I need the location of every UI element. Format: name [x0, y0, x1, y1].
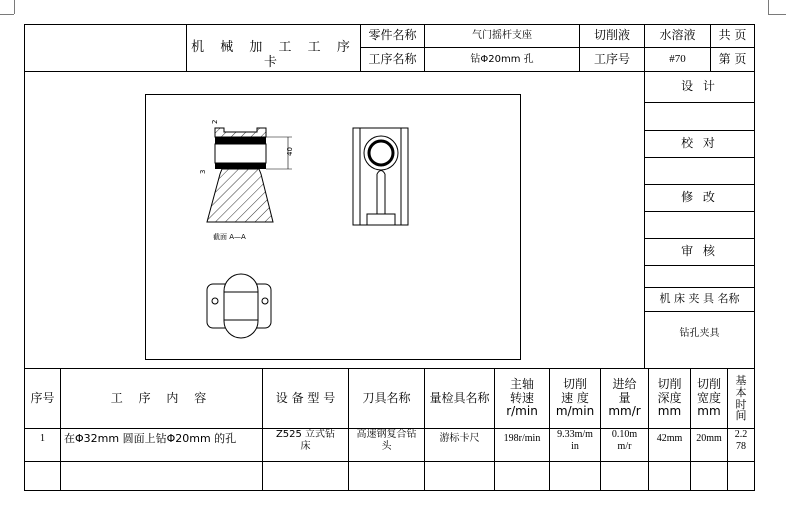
col-header-seq: 序号 [30, 390, 55, 405]
crop-mark-top-right-v [768, 0, 769, 14]
crop-mark-top-right-h [768, 14, 786, 15]
process-name-value: 钻Φ20mm 孔 [470, 53, 534, 65]
design-label: 设 计 [681, 79, 718, 94]
row1-tool: 高速钢复合钻 头 [356, 429, 417, 452]
section-label: 截面 A—A [213, 233, 246, 241]
col-header-feed: 进给 量 mm/r [608, 376, 641, 419]
row1-basic-time: 2.2 78 [734, 429, 748, 452]
col-header-width: 切削 宽度 mm [696, 376, 721, 419]
process-name-label: 工序名称 [368, 51, 417, 66]
row1-equipment: Z525 立式钻 床 [275, 429, 336, 452]
col-header-basic-time: 基 本 时 间 [735, 374, 747, 423]
col-header-depth: 切削 深度 mm [657, 376, 682, 419]
row1-depth: 42mm [656, 433, 683, 445]
row1-content: 在Φ32mm 圆面上钻Φ20mm 的孔 [64, 431, 237, 445]
svg-text:3: 3 [199, 169, 207, 174]
col-header-tool: 刀具名称 [362, 390, 411, 405]
row1-width: 20mm [696, 433, 722, 445]
drawing-frame [146, 95, 521, 360]
row1-feed: 0.10m m/r [611, 429, 638, 452]
col-header-spindle-speed: 主轴 转速 r/min [506, 376, 538, 419]
svg-text:40: 40 [286, 147, 294, 156]
row1-cutting-speed: 9.33m/m in [557, 429, 593, 452]
process-no-label: 工序号 [593, 51, 630, 66]
svg-text:2: 2 [211, 119, 219, 124]
part-drawing [145, 94, 521, 360]
revise-label: 修 改 [681, 190, 718, 205]
col-header-content: 工 序 内 容 [110, 390, 213, 405]
row1-gauge: 游标卡尺 [439, 433, 480, 445]
coolant-value: 水溶液 [659, 28, 696, 43]
fixture-name-label: 机 床 夹 具 名称 [659, 292, 740, 306]
crop-mark-top-left-v [14, 0, 15, 14]
row1-seq: 1 [40, 433, 45, 445]
col-header-equipment: 设 备 型 号 [275, 390, 336, 405]
part-name-value: 气门摇杆支座 [472, 30, 532, 42]
col-header-gauge: 量检具名称 [429, 390, 490, 405]
page-no-label: 第 页 [718, 51, 747, 66]
part-name-label: 零件名称 [368, 28, 417, 43]
review-label: 审 核 [681, 244, 718, 259]
col-header-cutting-speed: 切削 速 度 m/min [555, 376, 595, 419]
crop-mark-top-left-h [0, 14, 14, 15]
process-no-value: #70 [669, 53, 686, 66]
row1-spindle-speed: 198r/min [503, 433, 541, 445]
check-label: 校 对 [681, 136, 718, 151]
total-pages-label: 共 页 [718, 28, 747, 43]
coolant-label: 切削液 [593, 28, 630, 43]
fixture-name-value: 钻孔夹具 [679, 328, 720, 340]
card-title: 机 械 加 工 工 序 卡 [191, 39, 356, 70]
